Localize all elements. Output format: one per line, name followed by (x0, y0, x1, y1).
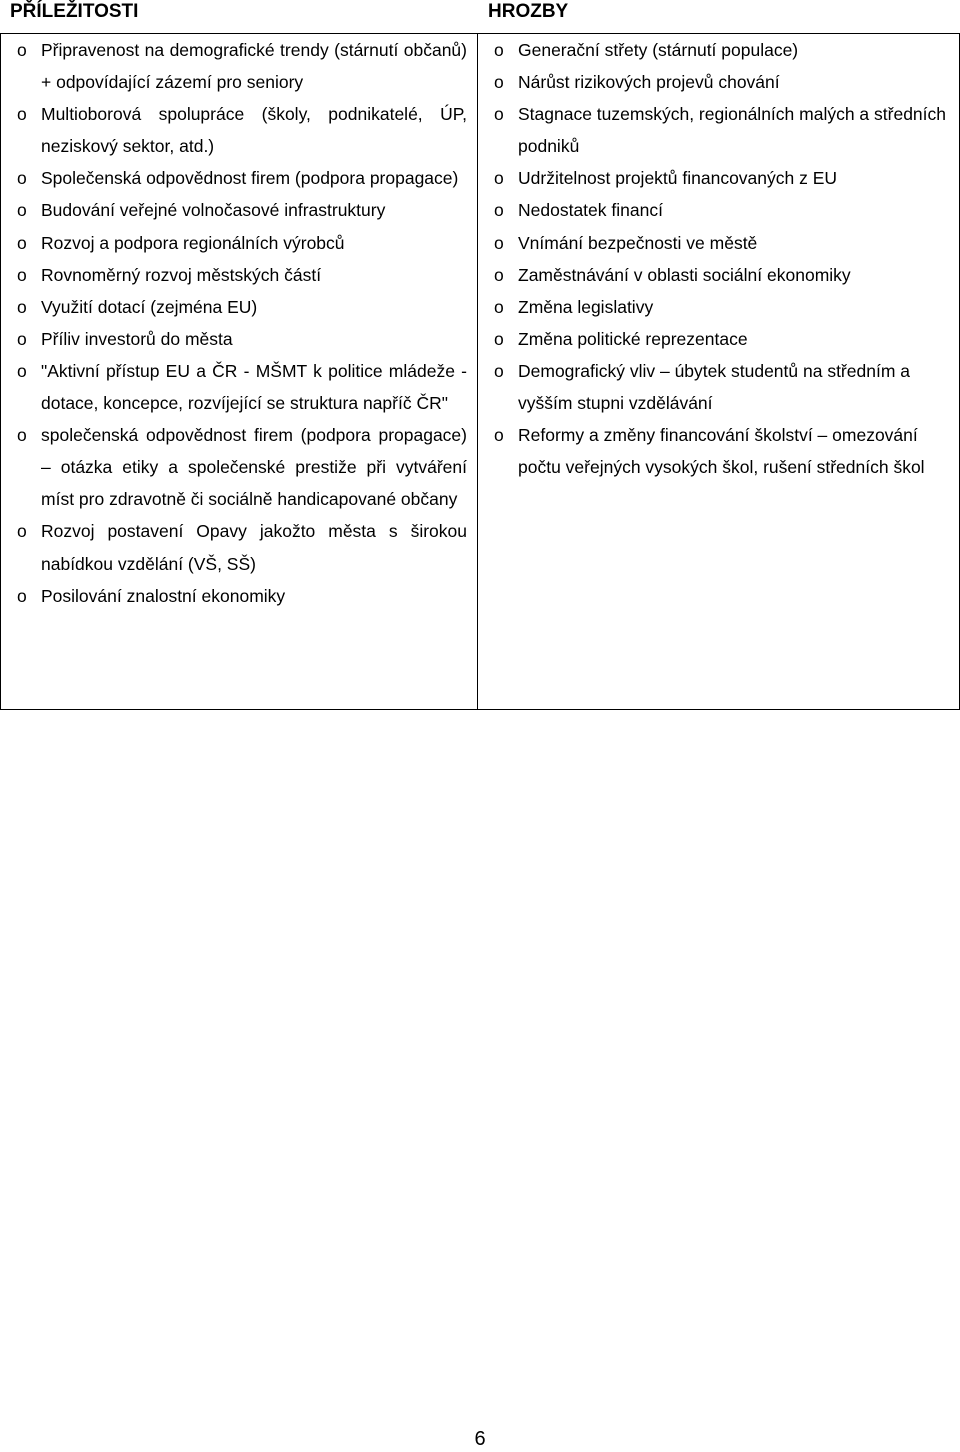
threat-text: Nedostatek financí (518, 200, 663, 221)
list-item (17, 323, 467, 355)
threat-text: Změna legislativy (518, 296, 654, 317)
list-item (17, 580, 467, 612)
table-headers (0, 0, 960, 33)
opportunities-column (1, 34, 478, 709)
opportunity-text: o Společenská odpovědnost firem (podpora propagace) (41, 168, 459, 189)
list-item (17, 355, 467, 419)
threats-column (478, 34, 959, 709)
list-item (494, 355, 949, 419)
threat-text: Demografický vliv – úbytek studentů na středním a vyšším stupni vzdělávání (518, 360, 910, 414)
list-item (17, 419, 467, 515)
threat-text: Vnímání bezpečnosti ve městě (518, 232, 758, 253)
opportunity-text: o "Aktivní přístup EU a ČR - MŠMT k politice mládeže - dotace, koncepce, rozvíjející se struktura napříč ČR" (41, 360, 467, 414)
opportunity-text: o Příliv investorů do města (41, 328, 233, 349)
list-item (494, 323, 949, 355)
list-item (17, 34, 467, 98)
list-item (494, 162, 949, 194)
threats-list (494, 34, 949, 483)
opportunity-text: o Využití dotací (zejména EU) (41, 296, 258, 317)
list-item (494, 34, 949, 66)
list-item (494, 291, 949, 323)
list-item (17, 515, 467, 579)
threats-heading: HROZBY (488, 1, 569, 22)
opportunity-text: o Rovnoměrný rozvoj městských částí (41, 264, 322, 285)
threat-text: Udržitelnost projektů financovaných z EU (518, 168, 838, 189)
opportunity-text: o Multioborová spolupráce (školy, podnikatelé, ÚP, neziskový sektor, atd.) (41, 104, 467, 157)
opportunity-text: o Budování veřejné volnočasové infrastruktury (41, 200, 386, 221)
list-item (494, 259, 949, 291)
list-item (494, 227, 949, 259)
page-number: 6 (474, 1428, 486, 1450)
opportunity-text: o Připravenost na demografické trendy (stárnutí občanů) + odpovídající zázemí pro seniory (41, 40, 467, 93)
threat-text: Stagnace tuzemských, regionálních malých a středních podniků (518, 104, 946, 157)
opportunity-text: o společenská odpovědnost firem (podpora propagace) – otázka etiky a společenské prestiže při vytváření míst pro zdravotně či sociálně handicapované občany (41, 425, 467, 510)
list-item (17, 227, 467, 259)
opportunity-text: o Posilování znalostní ekonomiky (41, 585, 286, 606)
list-item (494, 66, 949, 98)
list-item (17, 291, 467, 323)
list-item (17, 259, 467, 291)
opportunities-list (17, 34, 467, 612)
threat-text: Generační střety (stárnutí populace) (518, 40, 799, 60)
list-item (494, 194, 949, 226)
threat-text: Reformy a změny financování školství – omezování počtu veřejných vysokých škol, rušení středních škol (518, 425, 925, 478)
list-item (17, 194, 467, 226)
opportunities-heading: PŘÍLEŽITOSTI (10, 1, 139, 22)
threat-text: Nárůst rizikových projevů chování (518, 72, 780, 93)
swot-table (0, 33, 960, 710)
threat-text: Změna politické reprezentace (518, 328, 748, 349)
threat-text: Zaměstnávání v oblasti sociální ekonomiky (518, 264, 851, 285)
list-item (17, 98, 467, 162)
list-item (494, 98, 949, 162)
opportunity-text: o Rozvoj a podpora regionálních výrobců (41, 232, 345, 253)
list-item (494, 419, 949, 483)
list-item (17, 162, 467, 194)
opportunity-text: o Rozvoj postavení Opavy jakožto města s širokou nabídkou vzdělání (VŠ, SŠ) (41, 521, 467, 574)
